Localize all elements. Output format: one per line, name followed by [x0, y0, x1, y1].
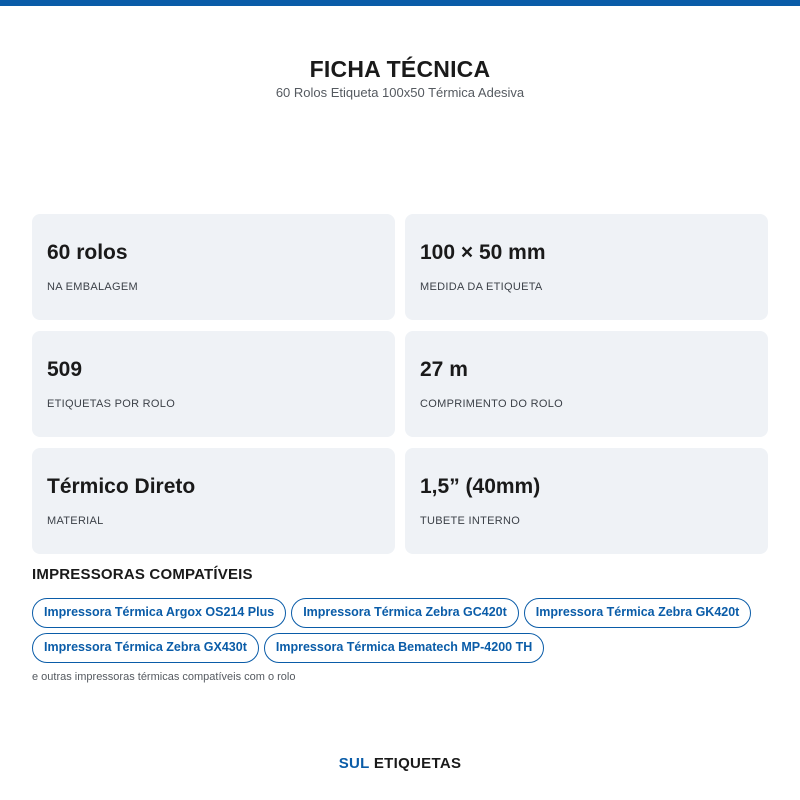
spec-grid — [32, 214, 768, 554]
spec-value: 1,5” (40mm) — [420, 475, 541, 498]
printer-chip[interactable]: Impressora Térmica Zebra GX430t — [32, 633, 259, 663]
spec-label: NA EMBALAGEM — [47, 281, 139, 293]
compatible-printers-list — [32, 598, 768, 663]
spec-value: 100 × 50 mm — [420, 241, 546, 264]
page-title: FICHA TÉCNICA — [309, 56, 491, 82]
spec-card-labels-per-roll — [32, 331, 395, 437]
spec-label: TUBETE INTERNO — [420, 515, 521, 527]
page-header — [0, 55, 800, 101]
page-subtitle: 60 Rolos Etiqueta 100x50 Térmica Adesiva — [275, 85, 525, 100]
spec-card-material — [32, 448, 395, 554]
printer-chip[interactable]: Impressora Térmica Zebra GC420t — [291, 598, 519, 628]
brand-name-part2: ETIQUETAS — [373, 755, 462, 772]
compatible-printers-heading: IMPRESSORAS COMPATÍVEIS — [32, 566, 253, 583]
spec-value: 60 rolos — [47, 241, 128, 264]
brand-footer — [0, 755, 800, 773]
spec-card-size — [405, 214, 768, 320]
spec-label: ETIQUETAS POR ROLO — [47, 398, 176, 410]
spec-card-roll-length — [405, 331, 768, 437]
printer-chip[interactable]: Impressora Térmica Bematech MP-4200 TH — [264, 633, 544, 663]
spec-value: 509 — [47, 358, 83, 381]
spec-label: MATERIAL — [47, 515, 104, 527]
compatibility-note: e outras impressoras térmicas compatíveis com o rolo — [32, 671, 296, 683]
spec-label: MEDIDA DA ETIQUETA — [420, 281, 543, 293]
printer-chip[interactable]: Impressora Térmica Argox OS214 Plus — [32, 598, 286, 628]
spec-value: 27 m — [420, 358, 468, 381]
spec-card-core — [405, 448, 768, 554]
printer-chip[interactable]: Impressora Térmica Zebra GK420t — [524, 598, 752, 628]
spec-label: COMPRIMENTO DO ROLO — [420, 398, 564, 410]
spec-card-quantity — [32, 214, 395, 320]
brand-name-part1: SUL — [338, 755, 370, 772]
spec-value: Térmico Direto — [47, 475, 196, 498]
top-accent-bar — [0, 0, 800, 6]
